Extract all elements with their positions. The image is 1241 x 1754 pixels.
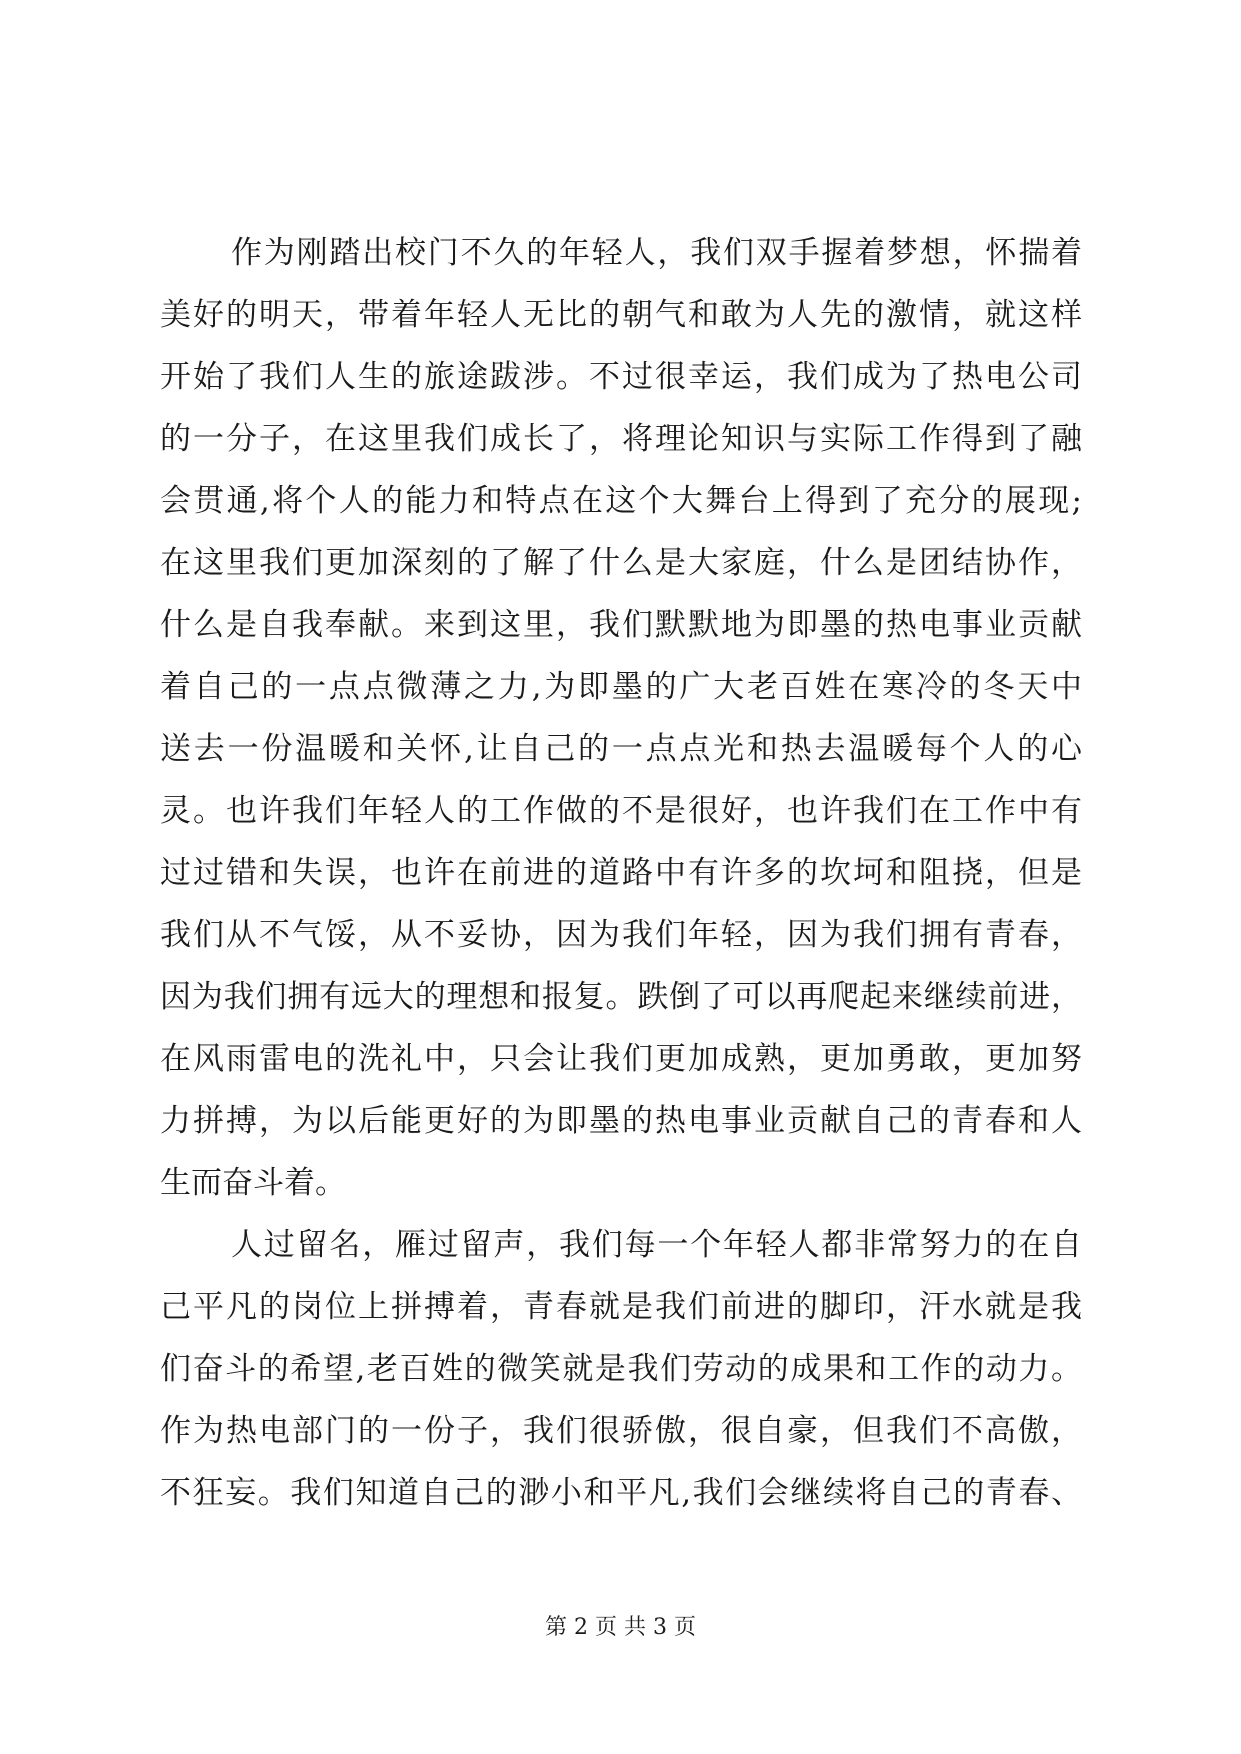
- paragraph-2: [160, 1214, 1082, 1524]
- text-line: 我们从不气馁，从不妥协，因为我们年轻，因为我们拥有青春，: [160, 917, 1082, 953]
- document-body: [160, 222, 1082, 1524]
- paragraph-1: [160, 222, 1082, 1214]
- text-line: 送去一份温暖和关怀,让自己的一点点光和热去温暖每个人的心: [160, 731, 1082, 767]
- text-line: 的一分子，在这里我们成长了，将理论知识与实际工作得到了融: [160, 421, 1082, 457]
- text-line: 灵。也许我们年轻人的工作做的不是很好，也许我们在工作中有: [160, 793, 1082, 829]
- text-line: 什么是自我奉献。来到这里，我们默默地为即墨的热电事业贡献: [160, 607, 1082, 643]
- text-line: 美好的明天，带着年轻人无比的朝气和敢为人先的激情，就这样: [160, 297, 1082, 333]
- text-line: 因为我们拥有远大的理想和报复。跌倒了可以再爬起来继续前进，: [160, 979, 1082, 1015]
- text-line: 着自己的一点点微薄之力,为即墨的广大老百姓在寒冷的冬天中: [160, 669, 1082, 705]
- text-line: 过过错和失误，也许在前进的道路中有许多的坎坷和阻挠，但是: [160, 855, 1082, 891]
- text-line: 生而奋斗着。: [160, 1165, 346, 1201]
- text-line: 开始了我们人生的旅途跋涉。不过很幸运，我们成为了热电公司: [160, 359, 1082, 395]
- text-line: 在风雨雷电的洗礼中，只会让我们更加成熟，更加勇敢，更加努: [160, 1041, 1082, 1077]
- text-line: 力拼搏，为以后能更好的为即墨的热电事业贡献自己的青春和人: [160, 1103, 1082, 1139]
- text-line: 人过留名，雁过留声，我们每一个年轻人都非常努力的在自: [231, 1227, 1082, 1263]
- text-line: 在这里我们更加深刻的了解了什么是大家庭，什么是团结协作，: [160, 545, 1082, 581]
- text-line: 作为热电部门的一份子，我们很骄傲，很自豪，但我们不高傲，: [160, 1413, 1082, 1449]
- text-line: 们奋斗的希望,老百姓的微笑就是我们劳动的成果和工作的动力。: [160, 1351, 1082, 1387]
- text-line: 会贯通,将个人的能力和特点在这个大舞台上得到了充分的展现;: [160, 483, 1082, 519]
- text-line: 作为刚踏出校门不久的年轻人，我们双手握着梦想，怀揣着: [231, 235, 1082, 271]
- text-line: 不狂妄。我们知道自己的渺小和平凡,我们会继续将自己的青春、: [160, 1475, 1082, 1511]
- text-line: 己平凡的岗位上拼搏着，青春就是我们前进的脚印，汗水就是我: [160, 1289, 1082, 1325]
- page-number-footer: 第 2 页 共 3 页: [545, 1615, 696, 1640]
